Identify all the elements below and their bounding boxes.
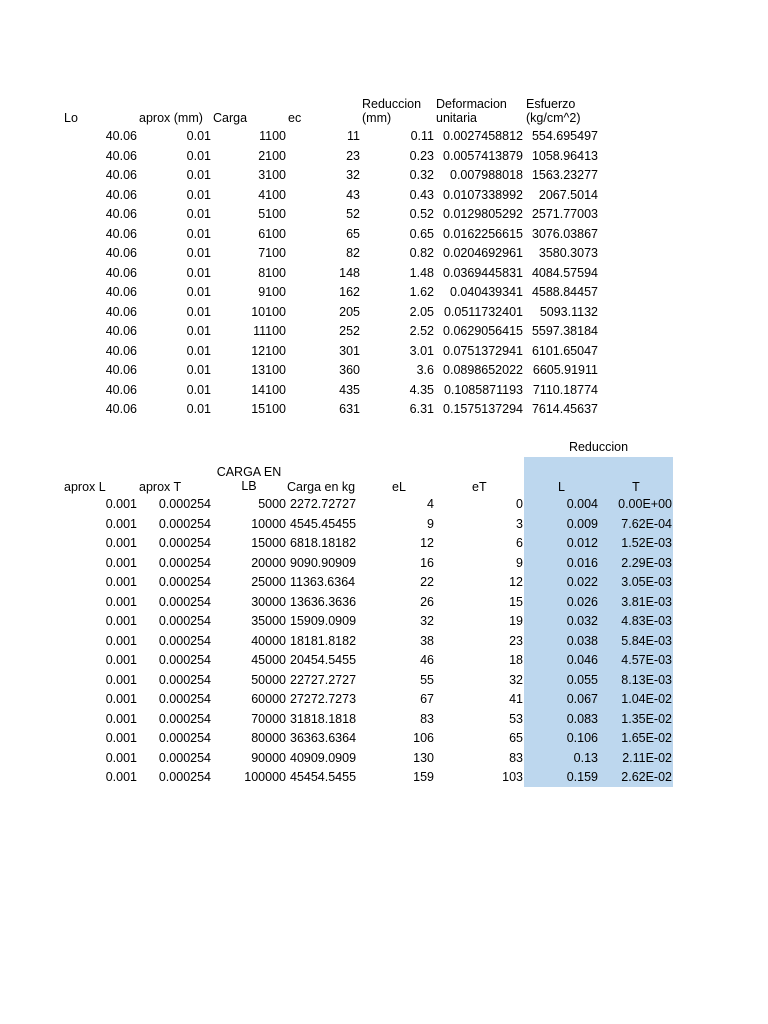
t1-cell-carga: 10100: [251, 304, 286, 319]
t2-cell-carga-kg: 20454.5455: [290, 653, 357, 667]
t1-cell-ec: 162: [339, 285, 360, 299]
t2-cell-el: 130: [413, 750, 434, 765]
t1-cell-carga: 11100: [253, 324, 286, 338]
t1-cell-ec: 11: [347, 129, 360, 143]
t1-cell-reduccion: 6.31: [409, 402, 434, 416]
t1-cell-lo: 40.06: [105, 168, 137, 182]
t2-cell-et: 3: [516, 516, 523, 531]
t2-cell-aprox-t: 0.000254: [158, 575, 211, 589]
t1-cell-aprox: 0.01: [186, 207, 211, 221]
t1-cell-esfuerzo: 4588.84457: [531, 285, 598, 299]
t2-cell-el: 4: [427, 497, 434, 511]
t2-cell-aprox-l: 0.001: [105, 633, 137, 648]
t2-cell-el: 106: [413, 731, 434, 745]
t2-cell-l: 0.022: [566, 575, 598, 589]
t2-cell-l: 0.159: [566, 770, 598, 784]
t2-cell-t: 2.62E-02: [621, 770, 672, 784]
t1-cell-ec: 43: [346, 187, 360, 202]
t2-cell-aprox-t: 0.000254: [158, 555, 211, 570]
t2-header-l: L: [558, 480, 565, 494]
t1-cell-carga: 6100: [258, 226, 286, 241]
t1-cell-lo: 40.06: [105, 148, 137, 163]
t1-cell-reduccion: 2.52: [409, 324, 434, 338]
t2-cell-aprox-t: 0.000254: [158, 516, 211, 531]
t2-cell-t: 2.29E-03: [621, 555, 672, 570]
t1-cell-deformacion: 0.0511732401: [443, 304, 523, 319]
t1-cell-ec: 631: [339, 402, 360, 416]
t1-cell-aprox: 0.01: [186, 246, 211, 260]
t2-header-carga-lb-line2: LB: [241, 479, 257, 493]
t1-cell-lo: 40.06: [105, 304, 137, 319]
t1-cell-deformacion: 0.0129805292: [443, 207, 523, 221]
t1-cell-ec: 32: [346, 168, 360, 182]
t2-cell-carga-lb: 20000: [251, 555, 286, 570]
t1-cell-aprox: 0.01: [186, 285, 211, 299]
t1-header-reduccion-line2: (mm): [362, 111, 392, 125]
t1-cell-aprox: 0.01: [186, 363, 211, 377]
t2-cell-aprox-l: 0.001: [105, 516, 137, 531]
t2-cell-t: 4.83E-03: [621, 614, 672, 628]
t2-cell-el: 32: [420, 614, 434, 628]
t1-cell-reduccion: 4.35: [409, 382, 434, 397]
t2-cell-aprox-t: 0.000254: [158, 770, 211, 784]
t1-cell-reduccion: 3.01: [409, 343, 434, 358]
t1-cell-deformacion: 0.0369445831: [443, 265, 523, 280]
t2-cell-carga-lb: 25000: [251, 575, 286, 589]
t1-cell-reduccion: 0.82: [409, 246, 434, 260]
t2-cell-aprox-l: 0.001: [105, 653, 137, 667]
t2-cell-et: 0: [516, 497, 523, 511]
t2-cell-et: 9: [516, 555, 523, 570]
t1-header-reduccion-line1: Reduccion: [362, 97, 422, 111]
t2-cell-carga-lb: 60000: [251, 692, 286, 706]
t2-cell-l: 0.067: [566, 692, 598, 706]
t1-cell-reduccion: 1.48: [409, 265, 434, 280]
t2-cell-t: 1.35E-02: [621, 711, 672, 726]
t1-cell-lo: 40.06: [105, 207, 137, 221]
t1-cell-esfuerzo: 2067.5014: [538, 187, 598, 202]
t2-cell-el: 9: [427, 516, 434, 531]
t1-cell-aprox: 0.01: [186, 343, 211, 358]
t2-cell-aprox-l: 0.001: [105, 536, 137, 550]
t2-header-carga-lb-line1: CARGA EN: [216, 465, 282, 479]
t2-cell-carga-kg: 45454.5455: [290, 770, 357, 784]
t1-cell-deformacion: 0.007988018: [450, 168, 523, 182]
t1-header-reduccion: [362, 97, 421, 125]
t2-cell-aprox-t: 0.000254: [158, 750, 211, 765]
t1-cell-ec: 301: [339, 343, 360, 358]
t2-cell-carga-lb: 5000: [258, 497, 286, 511]
t2-cell-carga-kg: 13636.3636: [290, 594, 357, 609]
t2-cell-carga-lb: 40000: [251, 633, 286, 648]
t1-cell-reduccion: 0.65: [409, 226, 434, 241]
t2-cell-et: 32: [509, 672, 523, 687]
t2-cell-carga-kg: 6818.18182: [290, 536, 357, 550]
t2-cell-el: 46: [420, 653, 434, 667]
t2-cell-et: 103: [502, 770, 523, 784]
t2-cell-l: 0.026: [566, 594, 598, 609]
t1-cell-esfuerzo: 7110.18774: [532, 382, 598, 397]
t1-cell-deformacion: 0.0107338992: [443, 187, 523, 202]
t2-cell-l: 0.009: [566, 516, 598, 531]
t2-cell-carga-kg: 18181.8182: [290, 633, 357, 648]
t2-cell-el: 12: [420, 536, 434, 550]
t1-cell-ec: 435: [339, 382, 360, 397]
t2-cell-carga-lb: 100000: [244, 770, 286, 784]
t2-cell-aprox-l: 0.001: [105, 770, 137, 784]
t2-cell-carga-lb: 35000: [251, 614, 286, 628]
t2-cell-t: 3.81E-03: [621, 594, 672, 609]
t1-cell-lo: 40.06: [105, 265, 137, 280]
t1-cell-carga: 2100: [258, 148, 286, 163]
t2-cell-t: 1.52E-03: [621, 536, 672, 550]
t1-cell-lo: 40.06: [105, 402, 137, 416]
t2-cell-et: 65: [509, 731, 523, 745]
t2-cell-carga-lb: 70000: [251, 711, 286, 726]
t2-cell-l: 0.106: [566, 731, 598, 745]
t1-cell-ec: 205: [339, 304, 360, 319]
t2-cell-l: 0.016: [566, 555, 598, 570]
t1-cell-carga: 5100: [258, 207, 286, 221]
t2-cell-et: 6: [516, 536, 523, 550]
t2-cell-aprox-l: 0.001: [105, 594, 137, 609]
t1-cell-deformacion: 0.040439341: [450, 285, 523, 299]
t2-header-aprox-t: aprox T: [139, 480, 182, 494]
t2-cell-carga-lb: 15000: [251, 536, 286, 550]
t2-cell-carga-kg: 9090.90909: [290, 555, 357, 570]
t2-cell-t: 0.00E+00: [618, 497, 672, 511]
t1-cell-deformacion: 0.0057413879: [443, 148, 523, 163]
t1-cell-lo: 40.06: [105, 187, 137, 202]
t2-cell-el: 67: [420, 692, 434, 706]
t1-cell-esfuerzo: 3580.3073: [538, 246, 598, 260]
t1-cell-deformacion: 0.1575137294: [443, 402, 523, 416]
t1-cell-reduccion: 0.52: [409, 207, 434, 221]
t2-header-carga-lb: [212, 465, 286, 493]
t2-cell-carga-lb: 30000: [251, 594, 286, 609]
t1-cell-carga: 9100: [258, 285, 286, 299]
t2-cell-l: 0.038: [566, 633, 598, 648]
t2-cell-t: 1.65E-02: [621, 731, 672, 745]
t2-cell-el: 83: [420, 711, 434, 726]
t1-cell-aprox: 0.01: [186, 148, 211, 163]
t2-cell-l: 0.083: [566, 711, 598, 726]
t2-cell-et: 12: [509, 575, 523, 589]
t1-cell-esfuerzo: 6605.91911: [532, 363, 598, 377]
t2-cell-el: 38: [420, 633, 434, 648]
t1-cell-carga: 14100: [251, 382, 286, 397]
t2-cell-aprox-l: 0.001: [105, 555, 137, 570]
t2-cell-carga-kg: 27272.7273: [290, 692, 357, 706]
t1-cell-esfuerzo: 3076.03867: [531, 226, 598, 241]
t1-cell-carga: 3100: [258, 168, 286, 182]
t1-cell-aprox: 0.01: [186, 324, 211, 338]
t1-cell-carga: 4100: [258, 187, 286, 202]
t1-cell-esfuerzo: 5093.1132: [539, 304, 598, 319]
t1-cell-deformacion: 0.1085871193: [443, 382, 523, 397]
t2-cell-aprox-l: 0.001: [105, 614, 137, 628]
t2-cell-aprox-l: 0.001: [105, 731, 137, 745]
t1-cell-lo: 40.06: [105, 246, 137, 260]
t1-header-deformacion-line2: unitaria: [436, 111, 477, 125]
t2-cell-aprox-l: 0.001: [105, 497, 137, 511]
t1-header-lo: Lo: [64, 111, 78, 125]
t1-header-deformacion: [436, 97, 507, 125]
t2-cell-aprox-l: 0.001: [105, 711, 137, 726]
t1-header-aprox: aprox (mm): [139, 111, 203, 125]
t2-cell-et: 41: [509, 692, 523, 706]
t2-cell-el: 26: [420, 594, 434, 609]
t1-cell-ec: 82: [346, 246, 360, 260]
t1-cell-reduccion: 0.43: [409, 187, 434, 202]
t1-cell-ec: 252: [339, 324, 360, 338]
t2-cell-et: 83: [509, 750, 523, 765]
t1-cell-esfuerzo: 1058.96413: [531, 148, 598, 163]
t2-cell-aprox-t: 0.000254: [158, 497, 211, 511]
t2-cell-carga-lb: 45000: [251, 653, 286, 667]
t1-cell-esfuerzo: 4084.57594: [531, 265, 598, 280]
t2-cell-l: 0.13: [573, 750, 598, 765]
t2-cell-aprox-l: 0.001: [105, 672, 137, 687]
t1-cell-aprox: 0.01: [186, 402, 211, 416]
t2-cell-aprox-t: 0.000254: [158, 653, 211, 667]
t1-cell-reduccion: 1.62: [409, 285, 434, 299]
t2-cell-carga-lb: 10000: [251, 516, 286, 531]
t1-header-deformacion-line1: Deformacion: [436, 97, 507, 111]
t2-cell-et: 23: [509, 633, 523, 648]
t1-cell-lo: 40.06: [105, 226, 137, 241]
t2-header-el: eL: [392, 480, 406, 494]
t1-cell-carga: 7100: [258, 246, 286, 260]
t1-cell-reduccion: 0.11: [410, 129, 434, 143]
t1-cell-deformacion: 0.0629056415: [443, 324, 523, 338]
t2-header-aprox-l: aprox L: [64, 480, 106, 494]
t1-cell-aprox: 0.01: [186, 187, 211, 202]
t2-cell-et: 53: [509, 711, 523, 726]
t2-cell-aprox-t: 0.000254: [158, 633, 211, 648]
t2-cell-et: 19: [509, 614, 523, 628]
t2-group-header-reduccion: Reduccion: [568, 440, 629, 454]
t2-cell-t: 4.57E-03: [621, 653, 672, 667]
t2-cell-aprox-t: 0.000254: [158, 711, 211, 726]
t2-cell-aprox-t: 0.000254: [158, 536, 211, 550]
t2-cell-carga-kg: 31818.1818: [290, 711, 357, 726]
t1-cell-deformacion: 0.0898652022: [443, 363, 523, 377]
t2-cell-carga-kg: 4545.45455: [290, 516, 357, 531]
t2-cell-et: 18: [509, 653, 523, 667]
t1-cell-esfuerzo: 5597.38184: [531, 324, 598, 338]
t1-cell-aprox: 0.01: [186, 265, 211, 280]
t2-cell-t: 1.04E-02: [621, 692, 672, 706]
t1-cell-deformacion: 0.0204692961: [443, 246, 523, 260]
t1-cell-carga: 15100: [251, 402, 286, 416]
t2-cell-aprox-l: 0.001: [105, 692, 137, 706]
t1-cell-esfuerzo: 554.695497: [531, 129, 598, 143]
t2-cell-aprox-t: 0.000254: [158, 594, 211, 609]
t1-cell-ec: 148: [339, 265, 360, 280]
t2-cell-carga-lb: 90000: [251, 750, 286, 765]
t1-cell-aprox: 0.01: [186, 226, 211, 241]
t2-cell-carga-kg: 2272.72727: [290, 497, 357, 511]
t1-header-esfuerzo: [526, 97, 580, 125]
t1-cell-esfuerzo: 2571.77003: [531, 207, 598, 221]
t2-header-carga-kg: Carga en kg: [287, 480, 356, 494]
t2-cell-l: 0.012: [566, 536, 598, 550]
t1-cell-esfuerzo: 6101.65047: [531, 343, 598, 358]
t2-cell-aprox-t: 0.000254: [158, 692, 211, 706]
t2-cell-aprox-l: 0.001: [105, 575, 137, 589]
t1-cell-carga: 12100: [251, 343, 286, 358]
t1-cell-reduccion: 3.6: [416, 363, 434, 377]
t2-cell-l: 0.046: [566, 653, 598, 667]
t2-cell-t: 8.13E-03: [621, 672, 672, 687]
t1-cell-lo: 40.06: [105, 324, 137, 338]
t1-cell-aprox: 0.01: [186, 168, 211, 182]
t1-cell-reduccion: 2.05: [409, 304, 434, 319]
t1-cell-aprox: 0.01: [186, 304, 211, 319]
t1-header-esfuerzo-line2: (kg/cm^2): [526, 111, 581, 125]
t2-cell-aprox-t: 0.000254: [158, 672, 211, 687]
t2-cell-aprox-t: 0.000254: [158, 731, 211, 745]
t1-cell-reduccion: 0.23: [409, 148, 434, 163]
t2-cell-carga-kg: 36363.6364: [290, 731, 357, 745]
t1-cell-carga: 1100: [259, 129, 286, 143]
t2-cell-aprox-l: 0.001: [105, 750, 137, 765]
t2-header-t: T: [632, 480, 640, 494]
t2-cell-carga-kg: 22727.2727: [290, 672, 357, 687]
t1-cell-lo: 40.06: [105, 343, 137, 358]
t2-cell-l: 0.004: [566, 497, 598, 511]
t2-cell-aprox-t: 0.000254: [158, 614, 211, 628]
t2-cell-carga-lb: 50000: [251, 672, 286, 687]
t2-cell-et: 15: [509, 594, 523, 609]
t1-header-esfuerzo-line1: Esfuerzo: [526, 97, 576, 111]
t2-cell-carga-lb: 80000: [251, 731, 286, 745]
t1-cell-carga: 13100: [251, 363, 286, 377]
t2-cell-t: 2.11E-02: [622, 750, 672, 765]
t1-cell-ec: 65: [346, 226, 360, 241]
t1-cell-lo: 40.06: [105, 129, 137, 143]
t1-cell-deformacion: 0.0751372941: [443, 343, 523, 358]
t1-cell-carga: 8100: [258, 265, 286, 280]
t2-cell-el: 16: [420, 555, 434, 570]
t2-cell-t: 5.84E-03: [621, 633, 672, 648]
t1-cell-ec: 360: [339, 363, 360, 377]
t1-cell-lo: 40.06: [105, 285, 137, 299]
t1-cell-aprox: 0.01: [186, 129, 211, 143]
t1-cell-lo: 40.06: [105, 363, 137, 377]
t2-cell-l: 0.032: [566, 614, 598, 628]
t1-cell-aprox: 0.01: [186, 382, 211, 397]
t1-cell-ec: 52: [346, 207, 360, 221]
t1-header-carga: Carga: [213, 111, 248, 125]
t2-header-et: eT: [472, 480, 487, 494]
t2-cell-el: 22: [420, 575, 434, 589]
t2-cell-carga-kg: 40909.0909: [290, 750, 357, 765]
t1-cell-esfuerzo: 7614.45637: [531, 402, 598, 416]
t2-cell-carga-kg: 11363.6364: [290, 575, 356, 589]
t2-cell-t: 7.62E-04: [621, 516, 672, 531]
t1-cell-lo: 40.06: [105, 382, 137, 397]
t2-cell-carga-kg: 15909.0909: [290, 614, 357, 628]
t1-cell-ec: 23: [346, 148, 360, 163]
t1-cell-deformacion: 0.0162256615: [443, 226, 523, 241]
t2-cell-l: 0.055: [566, 672, 598, 687]
t2-cell-t: 3.05E-03: [621, 575, 672, 589]
t1-cell-deformacion: 0.0027458812: [443, 129, 523, 143]
t1-header-ec: ec: [288, 111, 302, 125]
t1-cell-esfuerzo: 1563.23277: [531, 168, 598, 182]
t1-cell-reduccion: 0.32: [409, 168, 434, 182]
t2-cell-el: 159: [413, 770, 434, 784]
t2-cell-el: 55: [420, 672, 434, 687]
